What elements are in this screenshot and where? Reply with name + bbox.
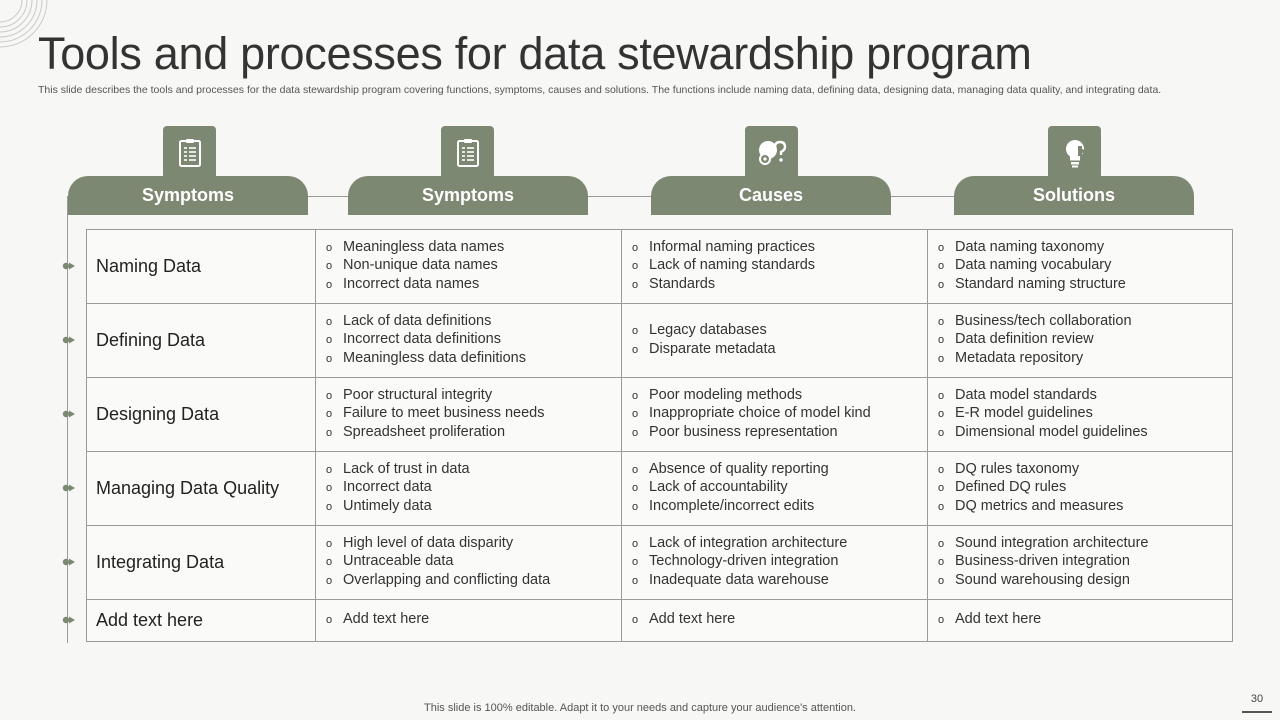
list-item-text: Data definition review (955, 331, 1094, 348)
list-item (938, 387, 1226, 406)
list-item-text: Add text here (343, 611, 430, 628)
list-item (938, 498, 1226, 517)
symptoms-cell (316, 304, 622, 378)
list-item-text: Defined DQ rules (955, 479, 1067, 496)
list-item (938, 479, 1226, 498)
bullet-marker: o (938, 556, 945, 569)
causes-list (632, 322, 921, 359)
list-item (632, 239, 921, 258)
list-item-text: Inadequate data warehouse (649, 571, 829, 588)
bullet-marker: o (938, 482, 945, 495)
page-number-underline (1242, 711, 1272, 713)
bullet-marker: o (632, 241, 639, 254)
bullet-marker: o (326, 315, 333, 328)
list-item (326, 553, 615, 572)
list-item (938, 276, 1226, 295)
bullet-marker: o (938, 278, 945, 291)
bullet-marker: o (326, 463, 333, 476)
list-item (938, 257, 1226, 276)
bullet-marker: o (938, 500, 945, 513)
bullet-marker: o (326, 537, 333, 550)
list-item-text: Spreadsheet proliferation (343, 423, 506, 440)
bullet-marker: o (938, 426, 945, 439)
bullet-marker: o (938, 334, 945, 347)
table-row (87, 304, 1233, 378)
list-item-text: Meaningless data names (343, 238, 505, 255)
bullet-marker: o (632, 574, 639, 587)
causes-cell (622, 378, 928, 452)
list-item (326, 239, 615, 258)
list-item-text: Data naming vocabulary (955, 257, 1112, 274)
list-item-text: Metadata repository (955, 349, 1084, 366)
list-item (632, 498, 921, 517)
header-solutions: Solutions (954, 176, 1194, 215)
row-label: Designing Data (87, 378, 316, 452)
symptoms-cell (316, 452, 622, 526)
bullet-marker: o (326, 278, 333, 291)
bullet-marker: o (632, 614, 639, 627)
list-item (938, 424, 1226, 443)
list-item (326, 350, 615, 369)
list-item (938, 331, 1226, 350)
list-item-text: Standard naming structure (955, 275, 1126, 292)
table-row (87, 230, 1233, 304)
row-label: Defining Data (87, 304, 316, 378)
list-item-text: Standards (649, 275, 716, 292)
list-item (632, 387, 921, 406)
causes-cell (622, 452, 928, 526)
list-item-text: Sound integration architecture (955, 534, 1149, 551)
bullet-marker: o (632, 389, 639, 402)
symptoms-cell (316, 526, 622, 600)
list-item (632, 461, 921, 480)
symptoms-list (326, 313, 615, 369)
row-arrow-icon (61, 483, 77, 493)
list-item (632, 553, 921, 572)
list-item-text: Disparate metadata (649, 340, 776, 357)
list-item (938, 350, 1226, 369)
list-item (326, 405, 615, 424)
bullet-marker: o (632, 426, 639, 439)
solutions-cell (928, 600, 1233, 642)
header-symptoms-2: Symptoms (348, 176, 588, 215)
bullet-marker: o (938, 241, 945, 254)
row-label: Integrating Data (87, 526, 316, 600)
bullet-marker: o (326, 482, 333, 495)
list-item-text: Business-driven integration (955, 553, 1130, 570)
page-title: Tools and processes for data stewardship program (38, 28, 1032, 79)
bullet-marker: o (326, 260, 333, 273)
checklist-icon (163, 126, 216, 179)
bullet-marker: o (938, 315, 945, 328)
list-item (326, 257, 615, 276)
list-item (938, 535, 1226, 554)
list-item-text: Poor business representation (649, 423, 838, 440)
bullet-marker: o (938, 463, 945, 476)
list-item (326, 479, 615, 498)
bullet-marker: o (326, 389, 333, 402)
list-item-text: Incorrect data (343, 479, 432, 496)
symptoms-list (326, 239, 615, 295)
list-item-text: Business/tech collaboration (955, 312, 1132, 329)
causes-list (632, 387, 921, 443)
bullet-marker: o (632, 537, 639, 550)
solutions-list (938, 535, 1226, 591)
list-item-text: Non-unique data names (343, 257, 498, 274)
list-item (632, 322, 921, 341)
list-item (326, 313, 615, 332)
causes-list (632, 535, 921, 591)
bullet-marker: o (632, 482, 639, 495)
list-item (632, 611, 921, 630)
list-item-text: Lack of naming standards (649, 257, 816, 274)
symptoms-list (326, 461, 615, 517)
list-item-text: Failure to meet business needs (343, 405, 545, 422)
list-item (326, 331, 615, 350)
list-item-text: Incorrect data definitions (343, 331, 501, 348)
list-item-text: High level of data disparity (343, 534, 514, 551)
row-label: Naming Data (87, 230, 316, 304)
table-row (87, 452, 1233, 526)
table-row (87, 378, 1233, 452)
list-item (632, 424, 921, 443)
list-item-text: DQ metrics and measures (955, 497, 1124, 514)
solutions-list (938, 239, 1226, 295)
list-item (326, 572, 615, 591)
causes-list (632, 239, 921, 295)
bullet-marker: o (326, 556, 333, 569)
list-item (326, 498, 615, 517)
list-item-text: Data model standards (955, 386, 1097, 403)
symptoms-list (326, 535, 615, 591)
list-item-text: Sound warehousing design (955, 571, 1130, 588)
bullet-marker: o (938, 537, 945, 550)
bullet-marker: o (632, 325, 639, 337)
list-item (632, 341, 921, 360)
bullet-marker: o (326, 614, 333, 627)
bullet-marker: o (632, 343, 639, 356)
list-item-text: Poor structural integrity (343, 386, 493, 403)
footer-note: This slide is 100% editable. Adapt it to your needs and capture your audience's attention. (424, 702, 856, 714)
list-item (632, 405, 921, 424)
causes-cell (622, 304, 928, 378)
list-item-text: Dimensional model guidelines (955, 423, 1148, 440)
bullet-marker: o (938, 389, 945, 402)
list-item-text: Absence of quality reporting (649, 460, 829, 477)
list-item (938, 239, 1226, 258)
bullet-marker: o (326, 241, 333, 254)
list-item (938, 572, 1226, 591)
list-item-text: Inappropriate choice of model kind (649, 405, 871, 422)
bullet-marker: o (938, 408, 945, 421)
list-item-text: Informal naming practices (649, 238, 816, 255)
bullet-marker: o (326, 500, 333, 513)
row-label: Managing Data Quality (87, 452, 316, 526)
list-item (632, 572, 921, 591)
row-arrow-icon (61, 409, 77, 419)
causes-cell (622, 230, 928, 304)
list-item (632, 276, 921, 295)
causes-list (632, 611, 921, 630)
symptoms-list (326, 611, 615, 630)
symptoms-cell (316, 600, 622, 642)
list-item-text: Lack of trust in data (343, 460, 470, 477)
bullet-marker: o (938, 352, 945, 365)
row-arrow-icon (61, 261, 77, 271)
header-symptoms-1: Symptoms (68, 176, 308, 215)
list-item (938, 461, 1226, 480)
list-item (632, 535, 921, 554)
bullet-marker: o (326, 408, 333, 421)
row-arrow-icon (61, 335, 77, 345)
list-item-text: Add text here (649, 611, 736, 628)
causes-cell (622, 526, 928, 600)
list-item (326, 611, 615, 630)
bullet-marker: o (632, 278, 639, 291)
list-item (938, 405, 1226, 424)
list-item (938, 611, 1226, 630)
list-item-text: E-R model guidelines (955, 405, 1093, 422)
list-item-text: Lack of data definitions (343, 312, 492, 329)
symptoms-cell (316, 378, 622, 452)
lightbulb-puzzle-icon (1048, 126, 1101, 179)
bullet-marker: o (632, 408, 639, 421)
bullet-marker: o (938, 260, 945, 273)
list-item (938, 313, 1226, 332)
solutions-cell (928, 304, 1233, 378)
solutions-list (938, 313, 1226, 369)
list-item-text: Lack of integration architecture (649, 534, 848, 551)
bullet-marker: o (632, 556, 639, 569)
list-item-text: DQ rules taxonomy (955, 460, 1080, 477)
solutions-cell (928, 452, 1233, 526)
solutions-list (938, 461, 1226, 517)
solutions-cell (928, 230, 1233, 304)
solutions-cell (928, 378, 1233, 452)
list-item-text: Data naming taxonomy (955, 238, 1105, 255)
list-item-text: Meaningless data definitions (343, 349, 526, 366)
symptoms-cell (316, 230, 622, 304)
bullet-marker: o (326, 334, 333, 347)
solutions-list (938, 387, 1226, 443)
bullet-marker: o (326, 426, 333, 439)
bullet-marker: o (938, 614, 945, 627)
list-item-text: Untimely data (343, 497, 432, 514)
causes-cell (622, 600, 928, 642)
bullet-marker: o (632, 260, 639, 273)
list-item-text: Incomplete/incorrect edits (649, 497, 815, 514)
list-item (326, 276, 615, 295)
row-label: Add text here (87, 600, 316, 642)
row-arrow-icon (61, 557, 77, 567)
list-item-text: Lack of accountability (649, 479, 788, 496)
row-arrow-icon (61, 615, 77, 625)
bullet-marker: o (938, 574, 945, 587)
list-item-text: Overlapping and conflicting data (343, 571, 551, 588)
list-item (326, 535, 615, 554)
table-row (87, 600, 1233, 642)
stewardship-table (86, 229, 1233, 642)
bullet-marker: o (632, 463, 639, 476)
list-item-text: Legacy databases (649, 322, 767, 338)
list-item (326, 387, 615, 406)
solutions-cell (928, 526, 1233, 600)
gear-question-icon (745, 126, 798, 179)
symptoms-list (326, 387, 615, 443)
bullet-marker: o (326, 574, 333, 587)
checklist-icon (441, 126, 494, 179)
bullet-marker: o (326, 352, 333, 365)
list-item (326, 461, 615, 480)
page-number: 30 (1250, 693, 1264, 705)
header-causes: Causes (651, 176, 891, 215)
page-subtitle: This slide describes the tools and processes for the data stewardship program covering functions, symptoms, causes and solutions. The functions include naming data, defining data, designing data, managing data quality, and integrating data. (38, 84, 1162, 96)
list-item-text: Poor modeling methods (649, 386, 803, 403)
solutions-list (938, 611, 1226, 630)
list-item (938, 553, 1226, 572)
list-item (632, 479, 921, 498)
list-item-text: Add text here (955, 611, 1042, 628)
table-row (87, 526, 1233, 600)
list-item-text: Untraceable data (343, 553, 454, 570)
list-item-text: Technology-driven integration (649, 553, 839, 570)
causes-list (632, 461, 921, 517)
list-item (632, 257, 921, 276)
list-item-text: Incorrect data names (343, 275, 480, 292)
list-item (326, 424, 615, 443)
bullet-marker: o (632, 500, 639, 513)
